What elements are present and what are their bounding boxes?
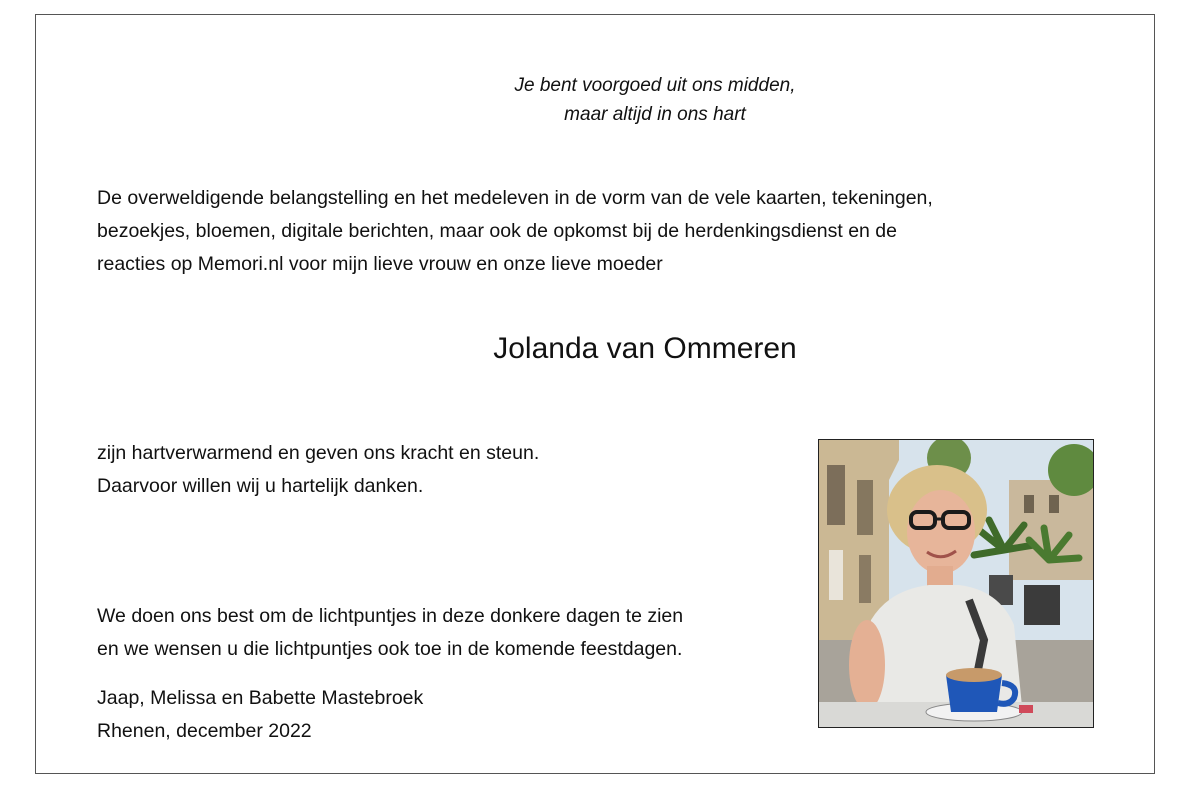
intro-line-3: reacties op Memori.nl voor mijn lieve vrouw en onze lieve moeder xyxy=(97,253,663,275)
thanks-line-1: zijn hartverwarmend en geven ons kracht en steun. xyxy=(97,442,540,464)
signature-block xyxy=(97,682,423,748)
wish-line-2: en we wensen u die lichtpuntjes ook toe in de komende feestdagen. xyxy=(97,638,683,660)
intro-paragraph xyxy=(97,182,1097,281)
portrait-photo xyxy=(818,439,1094,728)
portrait-photo-illustration xyxy=(819,440,1093,727)
signature-place-date: Rhenen, december 2022 xyxy=(97,720,312,742)
memorial-quote xyxy=(36,71,1154,129)
quote-line-2: maar altijd in ons hart xyxy=(564,104,746,125)
deceased-name-heading xyxy=(36,329,1154,369)
deceased-name: Jolanda van Ommeren xyxy=(493,332,797,365)
wish-line-1: We doen ons best om de lichtpuntjes in deze donkere dagen te zien xyxy=(97,605,684,627)
thanks-line-2: Daarvoor willen wij u hartelijk danken. xyxy=(97,475,424,497)
intro-line-2: bezoekjes, bloemen, digitale berichten, maar ook de opkomst bij de herdenkingsdienst en de xyxy=(97,220,897,242)
quote-line-1: Je bent voorgoed uit ons midden, xyxy=(514,75,796,96)
signature-names: Jaap, Melissa en Babette Mastebroek xyxy=(97,687,424,709)
intro-line-1: De overweldigende belangstelling en het medeleven in de vorm van de vele kaarten, tekeningen, xyxy=(97,187,933,209)
memorial-card xyxy=(35,14,1155,774)
wish-paragraph xyxy=(97,600,683,666)
thanks-paragraph xyxy=(97,437,539,503)
